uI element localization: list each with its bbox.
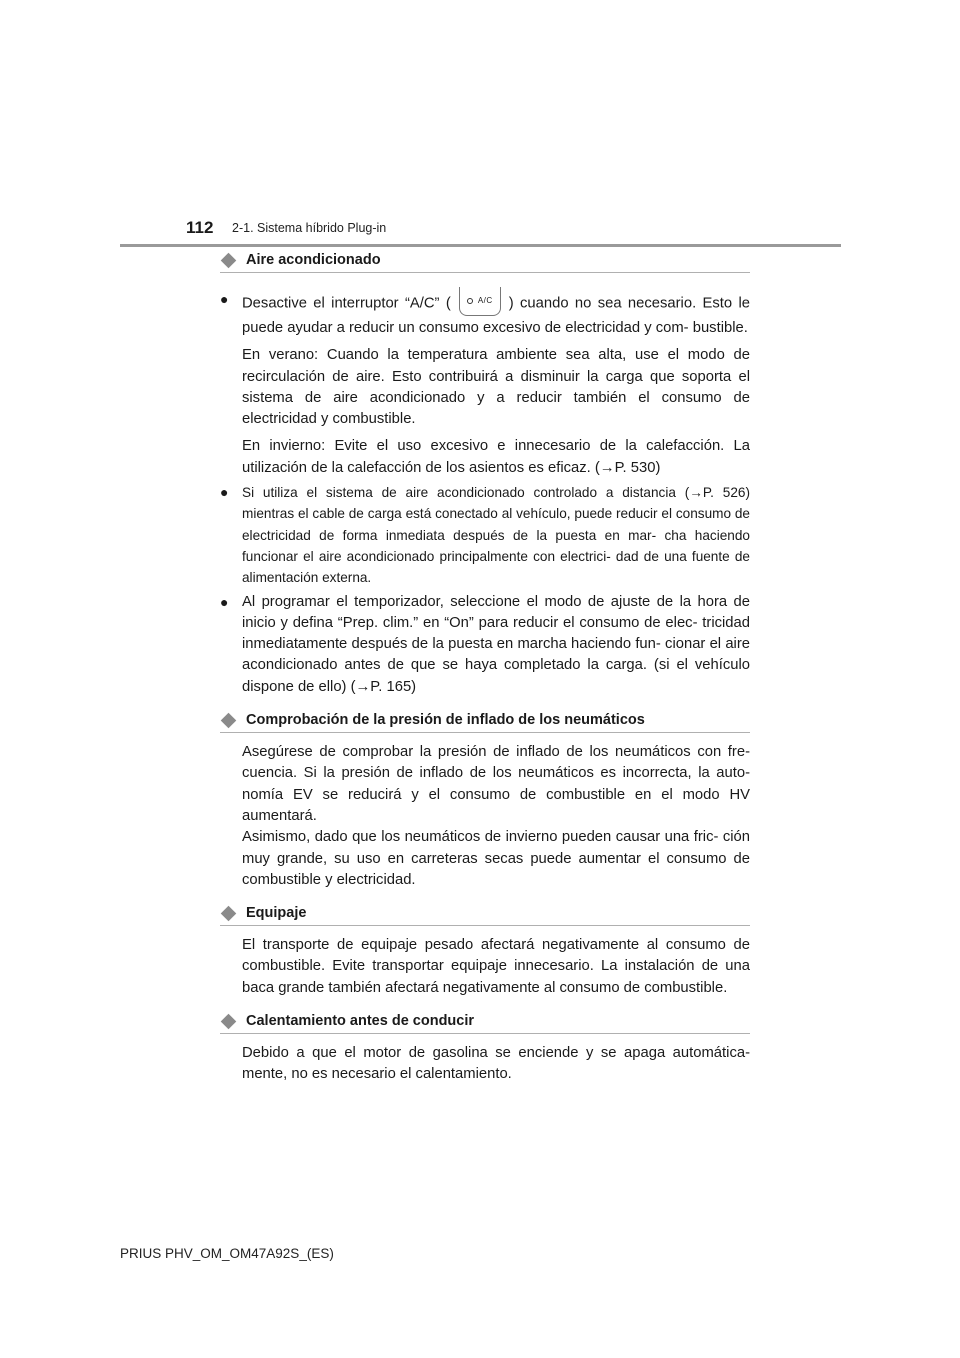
document-id-footer: PRIUS PHV_OM_OM47A92S_(ES) — [120, 1246, 334, 1261]
bullet-item — [220, 592, 750, 698]
bullet-text — [242, 289, 750, 479]
bullet-subparagraph: En verano: Cuando la temperatura ambiente sea alta, use el modo de recirculación de aire. Esto contribuirá a disminuir la carga que soporta el sistema de aire acondicionado y a reducir también el consumo de electricidad y combustible. — [242, 347, 750, 428]
section-heading-presion-neumaticos — [220, 712, 750, 733]
bullet-dot-icon: ● — [220, 593, 229, 610]
section-paragraph: El transporte de equipaje pesado afectará negativamente al consumo de combustible. Evite transportar equipaje innecesario. La instalación de una baca grande también afectará negativamente al consumo de combustible. — [242, 937, 750, 996]
diamond-bullet-icon — [221, 905, 237, 921]
diamond-bullet-icon — [221, 252, 237, 268]
section-title: Calentamiento antes de conducir — [246, 1013, 475, 1030]
section-title: Equipaje — [246, 905, 307, 922]
bullet-text-part: ) cuando no sea necesario. Esto le puede ayudar a reducir un consumo excesivo de electricidad y com- bustible. — [242, 295, 750, 336]
section-title: Aire acondicionado — [246, 252, 381, 268]
diamond-bullet-icon — [221, 712, 237, 728]
bullet-dot-icon: ● — [220, 484, 229, 501]
section-heading-calentamiento — [220, 1013, 750, 1034]
diamond-bullet-icon — [221, 1013, 237, 1029]
section-paragraph: Asegúrese de comprobar la presión de inflado de los neumáticos con fre- cuencia. Si la presión de inflado de los neumáticos es incorrecta, la auto- nomía EV se reducirá y el consumo de combustible en el modo HV aumentará. — [242, 744, 750, 824]
section-paragraph: Asimismo, dado que los neumáticos de invierno pueden causar una fric- ción muy grande, su uso en carreteras secas puede aumentar el consumo de combustible y electricidad. — [242, 829, 750, 888]
bullet-text: Al programar el temporizador, seleccione el modo de ajuste de la hora de inicio y defina “Prep. clim.” en “On” para reducir el consumo de elec- tricidad inmediatamente después de la puesta en marcha haciendo fun- cionar el aire acondicionado antes de que se haya completado la carga. (si el vehículo dispone de ello) (→P. 165) — [242, 593, 750, 695]
page-content — [220, 252, 750, 1086]
bullet-item — [220, 289, 750, 479]
bullet-item — [220, 482, 750, 588]
header-divider — [120, 244, 841, 247]
section-paragraph: Debido a que el motor de gasolina se enciende y se apaga automática- mente, no es necesario el calentamiento. — [242, 1045, 750, 1083]
bullet-text: Si utiliza el sistema de aire acondicionado controlado a distancia (→P. 526) mientras el cable de carga está conectado al vehículo, puede reducir el consumo de electricidad de forma inmediata después de la puesta en mar- cha haciendo funcionar el aire acondicionado principalmente con electrici- dad de una fuente de alimentación externa. — [242, 485, 750, 586]
chapter-section-title: 2-1. Sistema híbrido Plug-in — [232, 221, 387, 235]
ac-icon-label: A/C — [477, 296, 493, 306]
section-title: Comprobación de la presión de inflado de los neumáticos — [246, 712, 645, 729]
bullet-subparagraph: En invierno: Evite el uso excesivo e innecesario de la calefacción. La utilización de la calefacción de los asientos es eficaz. (→P. 530) — [242, 438, 750, 476]
page-number: 112 — [186, 218, 214, 237]
bullet-dot-icon: ● — [220, 291, 229, 307]
ac-button-icon — [459, 287, 501, 316]
bullet-text-part: Desactive el interruptor “A/C” ( — [242, 295, 451, 312]
ac-indicator-icon — [467, 298, 473, 304]
section-heading-aire-acondicionado — [220, 252, 750, 273]
section-heading-equipaje — [220, 905, 750, 926]
